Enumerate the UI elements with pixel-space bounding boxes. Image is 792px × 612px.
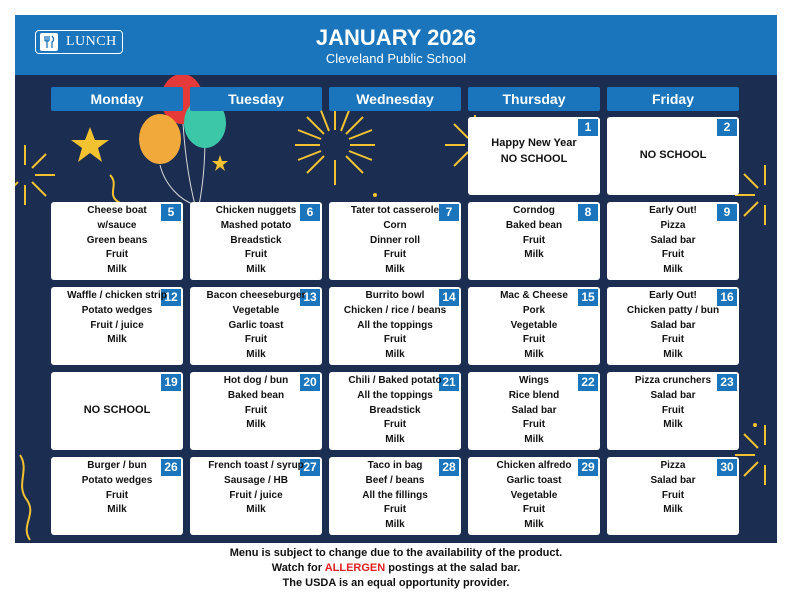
day-header-0: Monday	[51, 87, 183, 111]
menu-item: Waffle / chicken strip	[67, 290, 167, 301]
menu-items	[190, 374, 322, 433]
menu-items	[468, 374, 600, 448]
menu-items	[190, 289, 322, 363]
footer-line-2-end: postings at the salad bar.	[385, 562, 521, 574]
menu-item: Wings	[519, 375, 549, 386]
firework-burst	[735, 165, 765, 225]
day-number: 27	[300, 459, 320, 476]
day-number: 20	[300, 374, 320, 391]
menu-items	[607, 289, 739, 363]
menu-item: Breadstick	[369, 404, 421, 416]
day-cell	[607, 202, 739, 280]
menu-item: Chicken alfredo	[496, 460, 572, 471]
day-number: 1	[578, 119, 598, 136]
star-shape	[212, 155, 228, 171]
special-note	[468, 135, 600, 167]
menu-item: Fruit / juice	[229, 489, 283, 501]
menu-item: Milk	[385, 264, 405, 276]
day-cell	[329, 202, 461, 280]
day-number: 6	[300, 204, 320, 221]
menu-item: Garlic toast	[228, 319, 284, 331]
menu-item: Vegetable	[510, 489, 558, 501]
calendar-board	[15, 75, 777, 543]
menu-item: Milk	[246, 504, 266, 516]
day-number: 8	[578, 204, 598, 221]
day-number: 15	[578, 289, 598, 306]
day-number: 29	[578, 459, 598, 476]
menu-item: Fruit	[244, 334, 268, 346]
menu-items	[51, 204, 183, 278]
menu-items	[329, 374, 461, 448]
menu-items	[607, 204, 739, 278]
day-cell	[329, 457, 461, 535]
menu-item: Early Out!	[649, 290, 697, 301]
day-number: 23	[717, 374, 737, 391]
menu-items	[468, 289, 600, 363]
day-number: 16	[717, 289, 737, 306]
day-number: 22	[578, 374, 598, 391]
footer-line-3: The USDA is an equal opportunity provider.	[282, 577, 510, 589]
special-note-line: NO SCHOOL	[500, 153, 568, 165]
menu-item: Fruit	[661, 334, 685, 346]
menu-item: Milk	[524, 249, 544, 261]
menu-item: Rice blend	[508, 389, 560, 401]
menu-item: Dinner roll	[369, 234, 420, 246]
menu-item: Fruit	[244, 404, 268, 416]
menu-item: Milk	[663, 264, 683, 276]
menu-items	[190, 459, 322, 518]
footer-line-2-start: Watch for	[271, 562, 325, 574]
menu-item: Milk	[246, 349, 266, 361]
menu-item: Early Out!	[649, 205, 697, 216]
menu-item: Milk	[107, 504, 127, 516]
menu-item: All the fillings	[362, 489, 428, 501]
menu-items	[329, 459, 461, 533]
menu-items	[190, 204, 322, 278]
day-header-4: Friday	[607, 87, 739, 111]
day-cell	[190, 202, 322, 280]
day-number: 13	[300, 289, 320, 306]
menu-items	[607, 459, 739, 518]
menu-item: Cheese boat	[87, 205, 147, 216]
day-number: 7	[439, 204, 459, 221]
day-cell	[329, 287, 461, 365]
menu-item: Milk	[107, 264, 127, 276]
menu-items	[468, 204, 600, 263]
menu-item: Taco in bag	[367, 460, 423, 471]
footer-notes	[0, 546, 792, 591]
menu-item: Vegetable	[510, 319, 558, 331]
day-cell	[329, 372, 461, 450]
menu-item: Tater tot casserole	[350, 205, 440, 216]
menu-item: Milk	[385, 519, 405, 531]
day-cell	[607, 372, 739, 450]
menu-item: Milk	[385, 434, 405, 446]
day-cell	[468, 117, 600, 195]
day-number: 14	[439, 289, 459, 306]
menu-items	[51, 459, 183, 518]
menu-item: Fruit	[522, 504, 546, 516]
day-number: 9	[717, 204, 737, 221]
menu-item: Beef / beans	[365, 474, 425, 486]
menu-item: Salad bar	[650, 389, 696, 401]
menu-item: All the toppings	[357, 319, 433, 331]
menu-item: Burger / bun	[87, 460, 147, 471]
menu-item: Fruit	[383, 334, 407, 346]
menu-item: Milk	[524, 349, 544, 361]
special-note-line: NO SCHOOL	[83, 404, 151, 416]
menu-item: Chili / Baked potato	[348, 375, 442, 386]
menu-item: Burrito bowl	[365, 290, 425, 301]
menu-item: Fruit	[661, 404, 685, 416]
menu-items	[468, 459, 600, 533]
allergen-highlight: ALLERGEN	[324, 562, 386, 574]
lunch-label: LUNCH	[66, 34, 117, 49]
special-note	[51, 404, 183, 416]
menu-item: Fruit	[522, 419, 546, 431]
menu-item: Baked bean	[505, 219, 563, 231]
menu-items	[329, 289, 461, 363]
menu-item: Breadstick	[230, 234, 282, 246]
day-cell	[468, 202, 600, 280]
menu-items	[329, 204, 461, 278]
menu-item: Salad bar	[650, 474, 696, 486]
footer-line-1: Menu is subject to change due to the availability of the product.	[229, 547, 563, 559]
menu-item: Milk	[663, 504, 683, 516]
menu-item: Pork	[522, 304, 546, 316]
menu-item: Salad bar	[511, 404, 557, 416]
menu-item: Fruit	[244, 249, 268, 261]
menu-item: Vegetable	[232, 304, 280, 316]
day-number: 26	[161, 459, 181, 476]
special-note	[607, 149, 739, 161]
day-cell	[190, 372, 322, 450]
star-shape	[71, 127, 109, 162]
menu-item: Green beans	[86, 234, 148, 246]
menu-item: Corn	[383, 219, 407, 231]
menu-item: Sausage / HB	[224, 474, 288, 486]
day-cell	[468, 457, 600, 535]
menu-item: Chicken / rice / beans	[343, 304, 447, 316]
day-number: 28	[439, 459, 459, 476]
day-cell	[607, 287, 739, 365]
menu-item: Corndog	[513, 205, 555, 216]
menu-item: All the toppings	[357, 389, 433, 401]
menu-item: Pizza crunchers	[634, 375, 712, 386]
menu-item: Potato wedges	[81, 304, 153, 316]
day-cell	[607, 117, 739, 195]
day-cell	[51, 372, 183, 450]
day-header-2: Wednesday	[329, 87, 461, 111]
day-cell	[190, 287, 322, 365]
menu-item: Fruit	[383, 504, 407, 516]
menu-item: Fruit	[522, 234, 546, 246]
menu-item: Milk	[246, 419, 266, 431]
menu-item: Milk	[663, 419, 683, 431]
streamer	[20, 455, 30, 540]
day-cell	[468, 372, 600, 450]
day-cell	[51, 457, 183, 535]
day-cell	[190, 457, 322, 535]
day-header-3: Thursday	[468, 87, 600, 111]
day-number: 21	[439, 374, 459, 391]
day-cell	[468, 287, 600, 365]
header-banner	[15, 15, 777, 75]
page-title: JANUARY 2026	[315, 25, 477, 50]
menu-item: Fruit	[105, 489, 129, 501]
menu-item: Milk	[107, 334, 127, 346]
special-note-line: NO SCHOOL	[639, 149, 707, 161]
menu-item: Fruit	[383, 419, 407, 431]
menu-item: w/sauce	[97, 219, 137, 231]
menu-item: Chicken patty / bun	[626, 304, 720, 316]
day-cell	[51, 202, 183, 280]
menu-item: Fruit	[661, 249, 685, 261]
firework-burst	[15, 145, 55, 205]
page-subtitle: Cleveland Public School	[325, 51, 467, 66]
menu-item: Milk	[663, 349, 683, 361]
menu-item: Mashed potato	[220, 219, 292, 231]
menu-item: Salad bar	[650, 234, 696, 246]
menu-items	[51, 289, 183, 348]
menu-item: Mac & Cheese	[500, 290, 568, 301]
day-header-1: Tuesday	[190, 87, 322, 111]
menu-item: Fruit	[661, 489, 685, 501]
menu-item: Milk	[524, 519, 544, 531]
menu-item: French toast / syrup	[208, 460, 304, 471]
menu-item: Bacon cheeseburger	[206, 290, 306, 301]
menu-item: Pizza	[660, 219, 686, 231]
day-number: 30	[717, 459, 737, 476]
day-number: 2	[717, 119, 737, 136]
day-number: 19	[161, 374, 181, 391]
menu-item: Milk	[524, 434, 544, 446]
menu-item: Hot dog / bun	[223, 375, 289, 386]
menu-item: Milk	[246, 264, 266, 276]
day-number: 5	[161, 204, 181, 221]
menu-item: Chicken nuggets	[215, 205, 297, 216]
day-cell	[607, 457, 739, 535]
menu-item: Potato wedges	[81, 474, 153, 486]
menu-items	[607, 374, 739, 433]
firework-burst	[295, 105, 375, 185]
menu-item: Salad bar	[650, 319, 696, 331]
menu-item: Fruit	[383, 249, 407, 261]
footer-line-2	[0, 561, 792, 576]
menu-item: Fruit	[105, 249, 129, 261]
menu-item: Baked bean	[227, 389, 285, 401]
menu-item: Pizza	[660, 460, 686, 471]
day-number: 12	[161, 289, 181, 306]
day-cell	[51, 287, 183, 365]
firework-burst	[735, 425, 765, 485]
streamer	[110, 175, 120, 203]
special-note-line: Happy New Year	[491, 137, 577, 149]
menu-item: Garlic toast	[506, 474, 562, 486]
menu-item: Fruit	[522, 334, 546, 346]
menu-item: Fruit / juice	[90, 319, 144, 331]
menu-item: Milk	[385, 349, 405, 361]
